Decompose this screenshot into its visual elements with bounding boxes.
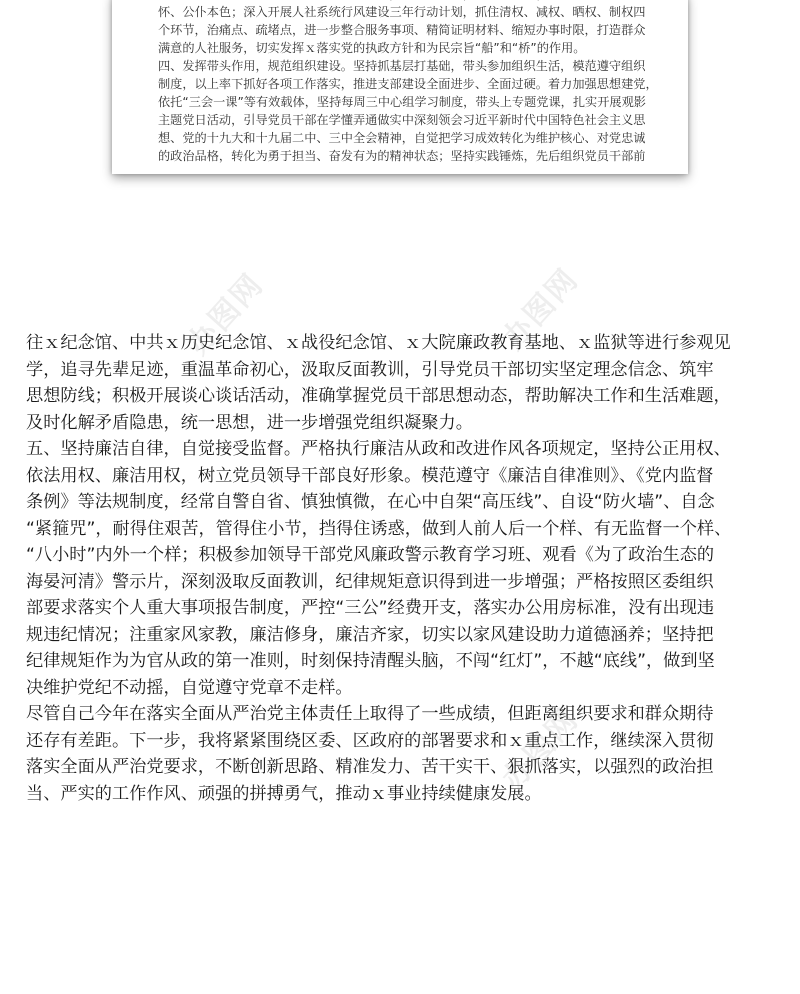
document-preview-text [158,0,658,165]
body-line: “紧箍咒”，耐得住艰苦，管得住小节，挡得住诱惑，做到人前人后一个样、有无监督一个样、 [26,518,732,539]
body-line: 部要求落实个人重大事项报告制度，严控“三公”经费开支，落实办公用房标准，没有出现违 [26,598,715,618]
body-line: 还存有差距。下一步，我将紧紧围绕区委、区政府的部署要求和ｘ重点工作，继续深入贯彻 [26,730,714,751]
document-preview-card [112,0,688,174]
doc-preview-line: 的政治品格，转化为勇于担当、奋发有为的精神状态；坚持实践锤炼，先后组织党员干部前 [158,149,646,163]
body-line: 当、严实的工作作风、顽强的拼搏勇气，推动ｘ事业持续健康发展。 [26,783,542,804]
body-line: “八小时”内外一个样；积极参加领导干部党风廉政警示教育学习班、观看《为了政治生态的 [26,545,715,565]
watermark: 办图网 [495,261,586,357]
body-line: 落实全面从严治党要求，不断创新思路、精准发力、苦干实干、狠抓落实，以强烈的政治担 [26,757,714,777]
doc-preview-line: 想、党的十九大和十九届二中、三中全会精神，自觉把学习成效转化为维护核心、对党忠诚 [158,131,646,145]
watermark: 办图网 [495,701,586,797]
body-line: 思想防线；积极开展谈心谈话活动，准确掌握党员干部思想动态，帮助解决工作和生活难题， [26,386,731,406]
watermark: 办图网 [180,266,271,362]
doc-preview-line: 制度，以上率下抓好各项工作落实，推进支部建设全面进步、全面过硬。着力加强思想建党， [158,77,658,91]
doc-preview-line: 主题党日活动，引导党员干部在学懂弄通做实中深刻领会习近平新时代中国特色社会主义思 [158,113,646,127]
body-line: 规违纪情况；注重家风家教，廉洁修身，廉洁齐家，切实以家风建设助力道德涵养；坚持把 [26,624,714,645]
body-line: 五、坚持廉洁自律，自觉接受监督。严格执行廉洁从政和改进作风各项规定，坚持公正用权、 [26,439,731,459]
body-line: 及时化解矛盾隐患，统一思想，进一步增强党组织凝聚力。 [26,412,473,433]
main-body-text [26,330,778,807]
doc-preview-line: 个环节，治痛点、疏堵点，进一步整合服务事项、精简证明材料、缩短办事时限，打造群众 [158,23,646,37]
body-line: 决维护党纪不动摇，自觉遵守党章不走样。 [26,677,353,698]
body-line: 学，追寻先辈足迹，重温革命初心，汲取反面教训，引导党员干部切实坚定理念信念、筑牢 [26,359,714,380]
body-line: 尽管自己今年在落实全面从严治党主体责任上取得了一些成绩，但距离组织要求和群众期待 [26,704,714,724]
body-line: 依法用权、廉洁用权，树立党员领导干部良好形象。模范遵守《廉洁自律准则》、《党内监督 [26,465,714,486]
body-line: 海晏河清》警示片，深刻汲取反面教训，纪律规矩意识得到进一步增强；严格按照区委组织 [26,571,714,592]
body-line: 纪律规矩作为为官从政的第一准则，时刻保持清醒头脑，不闯“红灯”，不越“底线”，做到坚 [26,651,715,671]
doc-preview-line: 怀、公仆本色；深入开展人社系统行风建设三年行动计划，抓住清权、减权、晒权、制权四 [158,5,646,19]
doc-preview-line: 依托“三会一课”等有效载体，坚持每周三中心组学习制度，带头上专题党课，扎实开展观影 [158,95,646,109]
doc-preview-line: 满意的人社服务，切实发挥ｘ落实党的执政方针和为民宗旨“船”和“桥”的作用。 [158,41,586,55]
body-line: 往ｘ纪念馆、中共ｘ历史纪念馆、ｘ战役纪念馆、ｘ大院廉政教育基地、ｘ监狱等进行参观见 [26,333,731,353]
body-line: 条例》等法规制度，经常自警自省、慎独慎微，在心中自架“高压线”、自设“防火墙”、自念 [26,492,715,512]
doc-preview-line: 四、发挥带头作用，规范组织建设。坚持抓基层打基础，带头参加组织生活，模范遵守组织 [158,59,646,73]
